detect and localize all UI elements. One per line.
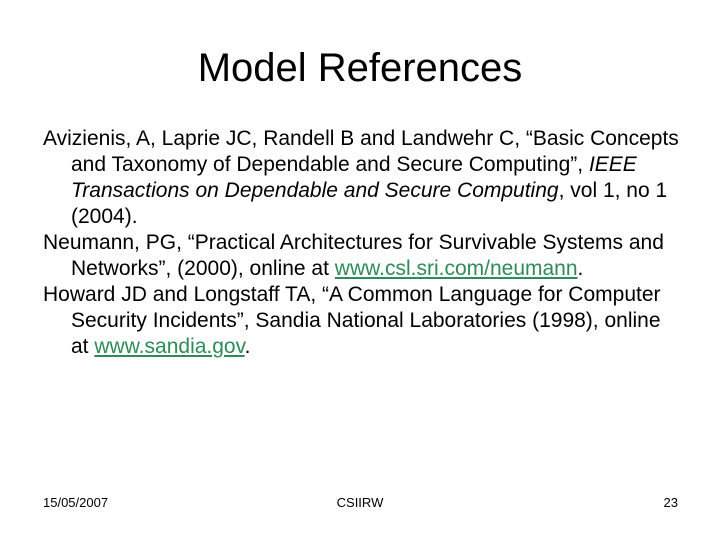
reference-work: “A Common Language for Computer Security Incidents”, Sandia National Laboratories (1998), online at <box>71 283 661 358</box>
reference-tail: , vol 1, no 1 (2004). <box>71 179 668 228</box>
reference-tail: . <box>244 335 251 358</box>
reference-authors: Howard JD and Longstaff TA, <box>43 283 322 306</box>
reference-work: “Practical Architectures for Survivable Systems and Networks”, (2000), online at <box>71 231 664 280</box>
reference-work: “Basic Concepts and Taxonomy of Dependable and Secure Computing”, <box>71 127 679 176</box>
reference-link-sandia[interactable]: www.sandia.gov <box>94 335 245 358</box>
reference-list <box>43 126 683 360</box>
footer-date: 15/05/2007 <box>43 495 109 510</box>
reference-authors: Neumann, PG, <box>43 231 188 254</box>
reference-link-csl-sri[interactable]: www.csl.sri.com/neumann <box>334 257 578 280</box>
reference-item-howard <box>43 282 683 360</box>
slide-title: Model References <box>197 46 523 90</box>
reference-tail: . <box>577 257 584 280</box>
footer-conference: CSIIRW <box>336 495 384 510</box>
reference-item-avizienis <box>43 126 683 230</box>
footer-page-number: 23 <box>663 495 678 510</box>
reference-journal: IEEE Transactions on Dependable and Secure Computing <box>71 153 637 202</box>
reference-authors: Avizienis, A, Laprie JC, Randell B and Landwehr C, <box>43 127 526 150</box>
reference-item-neumann <box>43 230 683 282</box>
